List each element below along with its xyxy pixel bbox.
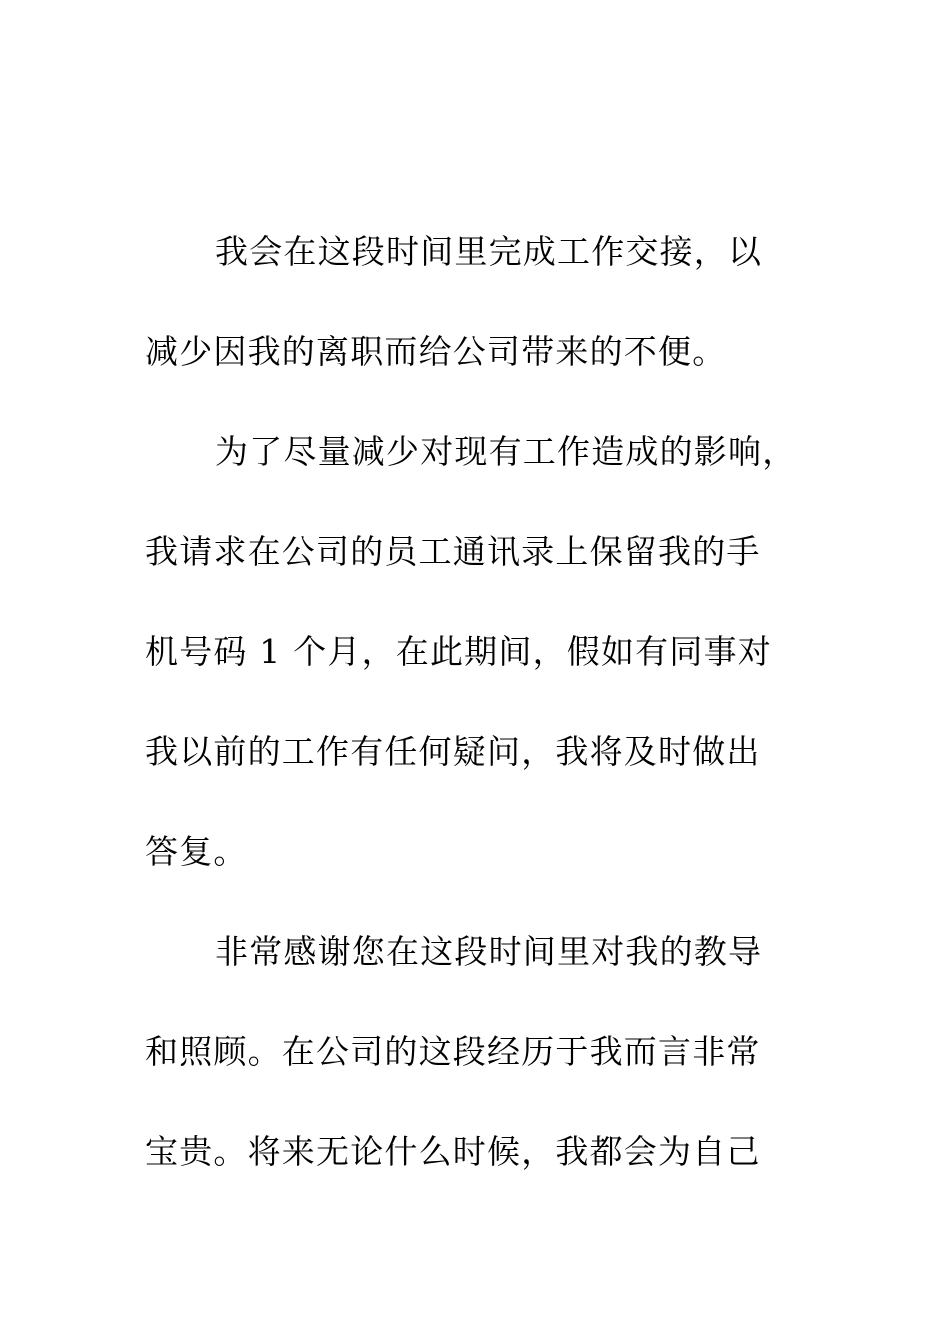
paragraph-2-line-5: 答复。 [145,832,248,871]
paragraph-2-line-4: 我以前的工作有任何疑问，我将及时做出 [145,732,761,771]
paragraph-1-line-1: 我会在这段时间里完成工作交接，以 [215,232,763,271]
paragraph-3-line-1: 非常感谢您在这段时间里对我的教导 [215,932,763,971]
paragraph-3-line-3: 宝贵。将来无论什么时候，我都会为自己 [145,1132,761,1171]
paragraph-2-line-3: 机号码 1 个月，在此期间，假如有同事对 [145,632,772,671]
paragraph-2-line-1: 为了尽量减少对现有工作造成的影响， [215,432,797,471]
paragraph-1-line-2: 减少因我的离职而给公司带来的不便。 [145,332,727,371]
paragraph-2-line-2: 我请求在公司的员工通讯录上保留我的手 [145,532,761,571]
paragraph-3-line-2: 和照顾。在公司的这段经历于我而言非常 [145,1032,761,1071]
